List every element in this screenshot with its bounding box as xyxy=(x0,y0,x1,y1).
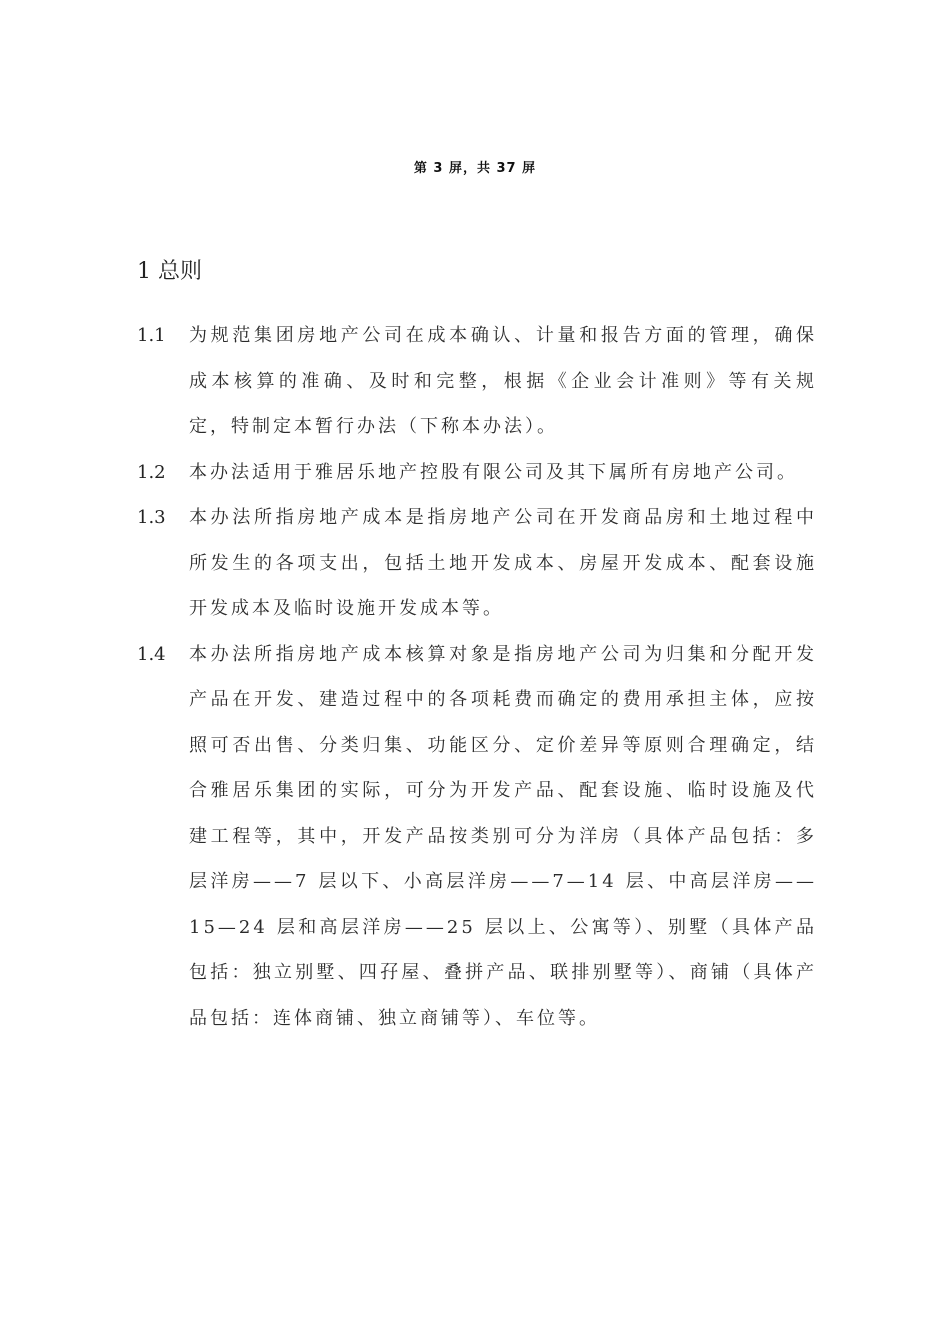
clause-text: 本办法所指房地产成本是指房地产公司在开发商品房和土地过程中所发生的各项支出，包括土地开发成本、房屋开发成本、配套设施开发成本及临时设施开发成本等。 xyxy=(189,507,817,619)
clause-number: 1.3 xyxy=(137,507,166,528)
clause-text: 本办法所指房地产成本核算对象是指房地产公司为归集和分配开发产品在开发、建造过程中的各项耗费而确定的费用承担主体，应按照可否出售、分类归集、功能区分、定价差异等原则合理确定，结合雅居乐集团的实际，可分为开发产品、配套设施、临时设施及代建工程等，其中，开发产品按类别可分为洋房（具体产品包括：多层洋房——7 层以下、小高层洋房——7—14 层、中高层洋房——15—24 层和高层洋房——25 层以上、公寓等）、别墅（具体产品包括：独立别墅、四孖屋、叠拼产品、联排别墅等）、商铺（具体产品包括：连体商铺、独立商铺等）、车位等。 xyxy=(189,643,817,1029)
clause-1-4 xyxy=(137,632,817,1042)
clause-1-1 xyxy=(137,313,817,450)
clause-text: 为规范集团房地产公司在成本确认、计量和报告方面的管理，确保成本核算的准确、及时和完整，根据《企业会计准则》等有关规定，特制定本暂行办法（下称本办法）。 xyxy=(189,325,817,437)
clause-number: 1.2 xyxy=(137,461,166,483)
clause-text: 本办法适用于雅居乐地产控股有限公司及其下属所有房地产公司。 xyxy=(189,461,798,483)
clause-number: 1.4 xyxy=(137,643,166,665)
clause-1-2 xyxy=(137,450,817,496)
clause-list xyxy=(137,313,817,1041)
section-heading: 1 总则 xyxy=(137,259,202,284)
clause-1-3 xyxy=(137,495,817,632)
page-indicator: 第 3 屏，共 37 屏 xyxy=(413,161,537,176)
clause-number: 1.1 xyxy=(137,325,166,346)
